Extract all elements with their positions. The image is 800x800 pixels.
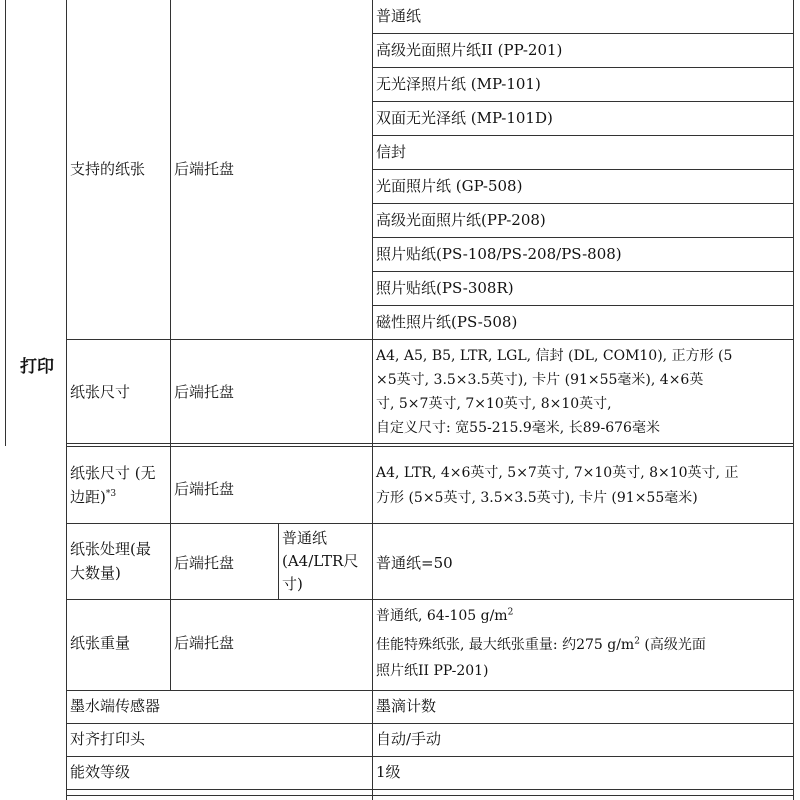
paper-weight-line2: 佳能特殊纸张, 最大纸张重量: 约275 g/m	[376, 637, 635, 653]
table-border	[278, 523, 279, 599]
print-head-align-value: 自动/手动	[376, 730, 442, 748]
paper-support-tray: 后端托盘	[174, 160, 235, 178]
section-label: 打印	[20, 357, 54, 377]
table-border	[66, 0, 67, 800]
unit-superscript: 2	[507, 607, 514, 618]
paper-weight-label: 纸张重量	[70, 634, 131, 652]
table-border	[372, 0, 373, 800]
table-border	[66, 789, 793, 790]
table-border	[66, 599, 793, 600]
table-border	[372, 169, 793, 170]
table-border	[66, 756, 793, 757]
ink-sensor-value: 墨滴计数	[376, 697, 437, 715]
table-border	[66, 795, 793, 796]
paper-type-item: 照片贴纸(PS-308R)	[376, 279, 514, 297]
paper-handling-tray: 后端托盘	[174, 554, 235, 572]
energy-rating-label: 能效等级	[70, 763, 131, 781]
table-border	[372, 101, 793, 102]
paper-type-item: 高级光面照片纸II (PP-201)	[376, 41, 563, 59]
paper-size-tray: 后端托盘	[174, 383, 235, 401]
energy-rating-value: 1级	[376, 763, 401, 781]
borderless-size-label: 纸张尺寸 (无	[70, 464, 156, 482]
table-border	[66, 446, 793, 447]
borderless-size-label-line2: 边距)	[70, 488, 106, 506]
table-border	[372, 33, 793, 34]
table-border	[793, 0, 794, 800]
table-border	[372, 271, 793, 272]
paper-weight-line3: 照片纸II PP-201)	[376, 663, 489, 679]
table-border	[372, 305, 793, 306]
paper-handling-type: 普通纸	[282, 529, 328, 547]
paper-type-item: 普通纸	[376, 7, 422, 25]
paper-size-line: A4, A5, B5, LTR, LGL, 信封 (DL, COM10), 正方形 (5	[376, 348, 733, 364]
table-border	[5, 0, 6, 446]
paper-weight-line	[376, 605, 513, 627]
paper-handling-label-line2: 大数量)	[70, 564, 121, 582]
paper-type-item: 无光泽照片纸 (MP-101)	[376, 75, 541, 93]
borderless-size-line: A4, LTR, 4×6英寸, 5×7英寸, 7×10英寸, 8×10英寸, 正	[376, 465, 739, 481]
paper-weight-line	[376, 634, 706, 656]
paper-weight-line1: 普通纸, 64-105 g/m	[376, 608, 508, 624]
paper-type-item: 照片贴纸(PS-108/PS-208/PS-808)	[376, 245, 622, 263]
borderless-size-tray: 后端托盘	[174, 480, 235, 498]
footnote-marker: *3	[105, 489, 117, 499]
table-border	[372, 135, 793, 136]
table-border	[372, 203, 793, 204]
paper-size-line: 自定义尺寸: 宽55-215.9毫米, 长89-676毫米	[376, 420, 660, 436]
paper-support-label: 支持的纸张	[70, 160, 146, 178]
paper-handling-value: 普通纸=50	[376, 554, 453, 572]
paper-weight-tray: 后端托盘	[174, 634, 235, 652]
unit-superscript: 2	[634, 636, 640, 647]
paper-weight-line2-tail: (高级光面	[639, 637, 706, 653]
paper-size-line: ×5英寸, 3.5×3.5英寸), 卡片 (91×55毫米), 4×6英	[376, 372, 704, 388]
ink-sensor-label: 墨水端传感器	[70, 697, 161, 715]
table-border	[66, 339, 793, 340]
table-border	[170, 0, 171, 690]
print-head-align-label: 对齐打印头	[70, 730, 146, 748]
borderless-size-label-cont	[70, 486, 116, 508]
paper-type-item: 信封	[376, 143, 407, 161]
paper-handling-label: 纸张处理(最	[70, 540, 151, 558]
paper-type-item: 高级光面照片纸(PP-208)	[376, 211, 546, 229]
table-border	[66, 443, 793, 444]
table-border	[66, 523, 793, 524]
table-border	[372, 67, 793, 68]
table-border	[66, 690, 793, 691]
paper-type-item: 双面无光泽纸 (MP-101D)	[376, 109, 553, 127]
borderless-size-line: 方形 (5×5英寸, 3.5×3.5英寸), 卡片 (91×55毫米)	[376, 490, 698, 506]
paper-size-line: 寸, 5×7英寸, 7×10英寸, 8×10英寸,	[376, 396, 612, 412]
table-border	[66, 723, 793, 724]
paper-handling-type-line2: (A4/LTR尺	[282, 552, 359, 570]
paper-type-item: 磁性照片纸(PS-508)	[376, 313, 518, 331]
paper-size-label: 纸张尺寸	[70, 383, 131, 401]
paper-type-item: 光面照片纸 (GP-508)	[376, 177, 523, 195]
table-border	[372, 237, 793, 238]
paper-handling-type-line3: 寸)	[282, 575, 303, 593]
